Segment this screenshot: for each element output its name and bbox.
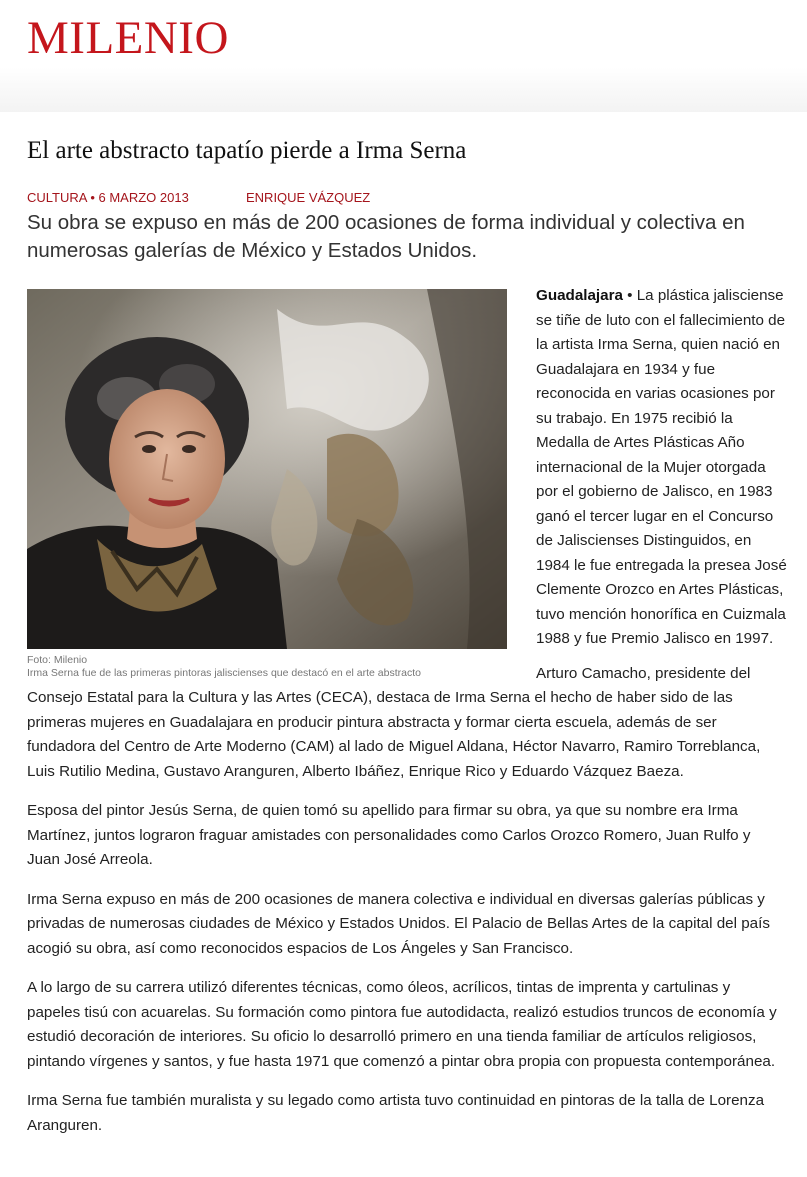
paragraph-6: Irma Serna fue también muralista y su legado como artista tuvo continuidad en pintoras de la talla de Lorenza Aranguren. <box>27 1092 765 1134</box>
site-logo[interactable]: MILENIO <box>27 12 229 64</box>
paragraph-5: A lo largo de su carrera utilizó diferentes técnicas, como óleos, acrílicos, tintas de imprenta y cartulinas y papeles tisú con acuarelas. Su formación como pintora fue autodidacta, realizó estudios truncos de economía y estudió decoración de interiores. Su oficio lo desarrolló primero en una tienda familiar de artículos religiosos, pintando vírgenes y santos, y fue hasta 1971 que comenzó a pintar obra propia con propuesta contemporánea. <box>27 979 777 1070</box>
photo-caption-text: Irma Serna fue de las primeras pintoras jaliscienses que destacó en el arte abstracto <box>27 667 421 679</box>
paragraph-3: Esposa del pintor Jesús Serna, de quien tomó su apellido para firmar su obra, ya que su nombre era Irma Martínez, juntos lograron fraguar amistades con personalidades como Carlos Orozco Romero, Juan Rulfo y Juan José Arreola. <box>27 802 751 868</box>
masthead <box>0 0 807 112</box>
paragraph-1-text: • La plástica jalisciense se tiñe de luto con el fallecimiento de la artista Irma Serna, quien nació en Guadalajara en 1934 y fue reconocida en varias ocasiones por su trabajo. En 1975 recibió la Medalla de Artes Plásticas Año internacional de la Mujer otorgada por el gobierno de Jalisco, en 1983 ganó el tercer lugar en el Concurso de Jaliscienses Distinguidos, en 1984 le fue entregada la presea José Clemente Orozco en Artes Plásticas, tuvo mención honorífica en Cuizmala 1988 y fue Premio Jalisco en 1997. <box>536 287 787 647</box>
photo-credit: Foto: Milenio <box>27 654 88 666</box>
article-headline: El arte abstracto tapatío pierde a Irma Serna <box>27 137 467 164</box>
dateline: Guadalajara <box>536 287 623 304</box>
article-summary: Su obra se expuso en más de 200 ocasiones de forma individual y colectiva en numerosas galerías de México y Estados Unidos. <box>27 211 745 262</box>
paragraph-2: Arturo Camacho, presidente del Consejo Estatal para la Cultura y las Artes (CECA), destaca de Irma Serna el hecho de haber sido de las primeras mujeres en Guadalajara en producir pintura abstracta y formar cierta escuela, además de ser fundadora del Centro de Arte Moderno (CAM) al lado de Miguel Aldana, Héctor Navarro, Ramiro Torreblanca, Luis Rutilio Medina, Gustavo Aranguren, Alberto Ibáñez, Enrique Rico y Eduardo Vázquez Baeza. <box>27 664 761 780</box>
portrait-image <box>27 289 507 649</box>
article-meta <box>27 189 371 207</box>
section-date[interactable]: CULTURA • 6 MARZO 2013 <box>27 190 189 205</box>
photo-caption <box>27 654 507 680</box>
paragraph-4: Irma Serna expuso en más de 200 ocasiones de manera colectiva e individual en diversas galerías públicas y privadas de numerosas ciudades de México y Estados Unidos. El Palacio de Bellas Artes de la capital del país acogió su obra, así como reconocidos espacios de Los Ángeles y San Francisco. <box>27 890 770 957</box>
author-name[interactable]: ENRIQUE VÁZQUEZ <box>246 190 371 205</box>
article-photo <box>27 289 507 649</box>
